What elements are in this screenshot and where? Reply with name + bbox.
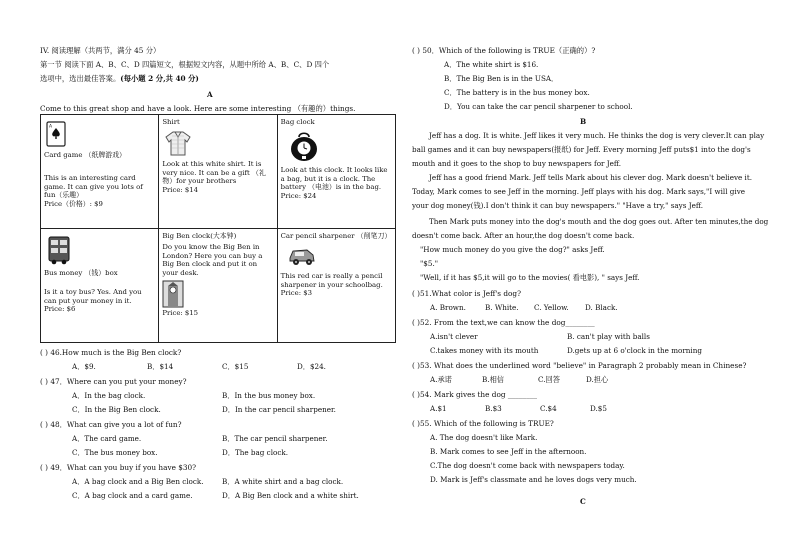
option-d: D.$5 [590, 404, 607, 413]
item-price: Price: $15 [162, 309, 199, 318]
playing-card-icon [46, 121, 66, 147]
option-b: B. White. [485, 303, 519, 312]
option-b: B.$3 [485, 404, 502, 413]
question-53: ( )53. What does the underlined word "believe" in Paragraph 2 probably mean in Chinese? [412, 361, 747, 370]
item-title: Bag clock [280, 118, 315, 126]
item-desc: Look at this white shirt. It is very nice. It can be a gift （礼物）for your brothers [162, 159, 266, 186]
item-desc: Is it a toy bus? Yes. And you can put your money in it. [44, 287, 142, 305]
option-c: C.takes money with its mouth [430, 346, 539, 355]
passage-b-line: Then Mark puts money into the dog's mouth and the dog goes out. After ten minutes,the dog [429, 217, 769, 226]
option-b: B.相信 [482, 375, 504, 384]
passage-b-line: Jeff has a good friend Mark. Jeff tells Mark about his clever dog. Mark doesn't believe it. [429, 173, 753, 182]
shop-item-bag-clock [277, 115, 395, 229]
question-55: ( )55. Which of the following is TRUE? [412, 419, 554, 428]
instruction-text: 选项中，选出最佳答案。 [40, 74, 121, 83]
option-b: B. Mark comes to see Jeff in the afternoon. [430, 447, 587, 456]
option-b: B．In the bus money box. [222, 391, 316, 400]
option-c: C.$4 [540, 404, 557, 413]
option-c: C．In the Big Ben clock. [72, 405, 161, 414]
option-a: A．The card game. [72, 434, 142, 443]
option-c: C.回答 [538, 375, 560, 384]
option-d: D．In the car pencil sharpener. [222, 405, 336, 414]
big-ben-clock-icon [162, 280, 184, 308]
passage-b-line: Today, Mark comes to see Jeff in the morning. Jeff plays with his dog. Mark says,"I will give [412, 187, 746, 196]
question-52: ( )52. From the text,we can know the dog________ [412, 318, 595, 327]
option-d: D．The bag clock. [222, 448, 289, 457]
option-a: A．In the bag clock. [72, 391, 146, 400]
shop-item-bus-box [41, 229, 159, 343]
item-desc: This is an interesting card game. It can give you lots of fun（乐趣） [44, 173, 143, 200]
passage-a-label: A [207, 90, 213, 99]
option-c: C．A bag clock and a card game. [72, 491, 193, 500]
option-d: D．A Big Ben clock and a white shirt. [222, 491, 359, 500]
section-heading: IV. 阅读理解（共两节，满分 45 分） [40, 46, 161, 55]
question-48: ( ) 48．What can give you a lot of fun? [40, 420, 182, 429]
option-a: A.isn't clever [430, 332, 478, 341]
option-a: A.$1 [430, 404, 447, 413]
option-d: D．You can take the car pencil sharpener to school. [444, 102, 633, 111]
item-title: Bus money （钱）box [44, 269, 118, 277]
question-47: ( ) 47．Where can you put your money? [40, 377, 187, 386]
item-price: Price: $14 [162, 186, 199, 195]
option-c: C. Yellow. [534, 303, 569, 312]
item-price: Price: $6 [44, 305, 76, 314]
passage-b-line: "$5." [420, 259, 439, 268]
shop-item-car-sharpener [277, 229, 395, 343]
option-d: D.担心 [586, 375, 609, 384]
option-c: C．The battery is in the bus money box. [444, 88, 590, 97]
passage-b-line: your dog money(钱).I don't think it can buy newspapers." "Have a try," says Jeff. [412, 201, 703, 210]
question-50: ( ) 50．Which of the following is TRUE（正确的）? [412, 46, 596, 55]
option-d: D. Black. [585, 303, 618, 312]
car-sharpener-icon [287, 244, 317, 268]
shop-items-table [40, 114, 396, 343]
passage-b-line: ball games and it can buy newspapers(报纸) for Jeff. Every morning Jeff puts$1 into the dog's [412, 145, 751, 154]
shop-item-shirt [159, 115, 277, 229]
question-54: ( )54. Mark gives the dog ________ [412, 390, 538, 399]
shirt-icon [164, 130, 192, 156]
option-b: B．The car pencil sharpener. [222, 434, 328, 443]
passage-b-line: mouth and it goes to the shop to buy newspapers for Jeff. [412, 159, 622, 168]
instruction-score: (每小题 2 分,共 40 分) [120, 74, 199, 83]
option-a: A. Brown. [430, 303, 466, 312]
passage-b-line: Jeff has a dog. It is white. Jeff likes it very much. He thinks the dog is very clever.It can play [429, 131, 765, 140]
passage-a-intro: Come to this great shop and have a look. Here are some interesting （有趣的）things. [40, 104, 356, 113]
question-51: ( )51.What color is Jeff's dog? [412, 289, 521, 298]
option-a: A. The dog doesn't like Mark. [430, 433, 538, 442]
option-b: B. can't play with balls [567, 332, 650, 341]
item-title: Big Ben clock(大本钟) [162, 232, 237, 240]
item-price: Price: $24 [280, 192, 317, 201]
item-price: Price（价格）: $9 [44, 200, 103, 209]
shop-item-card-game [41, 115, 159, 229]
item-desc: Do you know the Big Ben in London? Here you can buy a Big Ben clock and put it on your desk. [162, 242, 263, 278]
option-b: B．The Big Ben is in the USA． [444, 74, 559, 83]
bus-icon [46, 235, 72, 265]
question-46: ( ) 46.How much is the Big Ben clock? [40, 348, 182, 357]
item-title: Card game （纸牌游戏） [44, 151, 126, 159]
passage-b-label: B [580, 117, 587, 126]
option-b: B．A white shirt and a bag clock. [222, 477, 344, 486]
passage-b-line: "How much money do you give the dog?" asks Jeff. [420, 245, 605, 254]
item-desc: This red car is really a pencil sharpener in your schoolbag. [280, 271, 383, 289]
option-a: A．$9. [72, 362, 96, 371]
option-d: D.gets up at 6 o'clock in the morning [567, 346, 702, 355]
item-price: Price: $3 [280, 289, 313, 298]
option-d: D．$24. [297, 362, 326, 371]
item-title: Shirt [162, 118, 180, 126]
svg-text:A: A [49, 124, 53, 130]
option-c: C.The dog doesn't come back with newspapers today. [430, 461, 625, 470]
section-instruction-line2 [40, 74, 199, 83]
option-a: A．A bag clock and a Big Ben clock. [72, 477, 204, 486]
bag-clock-icon [287, 130, 321, 162]
section-instruction-line1: 第一节 阅读下面 A、B、C、D 四篇短文，根据短文内容，从题中所给 A、B、C、D 四个 [40, 60, 330, 69]
item-title: Car pencil sharpener （削笔刀） [280, 232, 392, 240]
passage-b-line: doesn't come back. After an hour,the dog doesn't come back. [412, 231, 635, 240]
option-c: C．$15 [222, 362, 249, 371]
question-49: ( ) 49．What can you buy if you have $30? [40, 463, 197, 472]
item-desc: Look at this clock. It looks like a bag, but it is a clock. The battery （电池）is in the bag. [280, 165, 388, 192]
option-a: A.承诺 [430, 375, 452, 384]
option-b: B．$14 [147, 362, 174, 371]
shop-item-big-ben-clock [159, 229, 277, 343]
option-a: A．The white shirt is $16. [444, 60, 539, 69]
option-c: C．The bus money box. [72, 448, 158, 457]
option-d: D. Mark is Jeff's classmate and he loves dogs very much. [430, 475, 637, 484]
passage-b-line: "Well, if it has $5,it will go to the movies( 看电影), " says Jeff. [420, 273, 640, 282]
passage-c-label: C [580, 497, 586, 506]
